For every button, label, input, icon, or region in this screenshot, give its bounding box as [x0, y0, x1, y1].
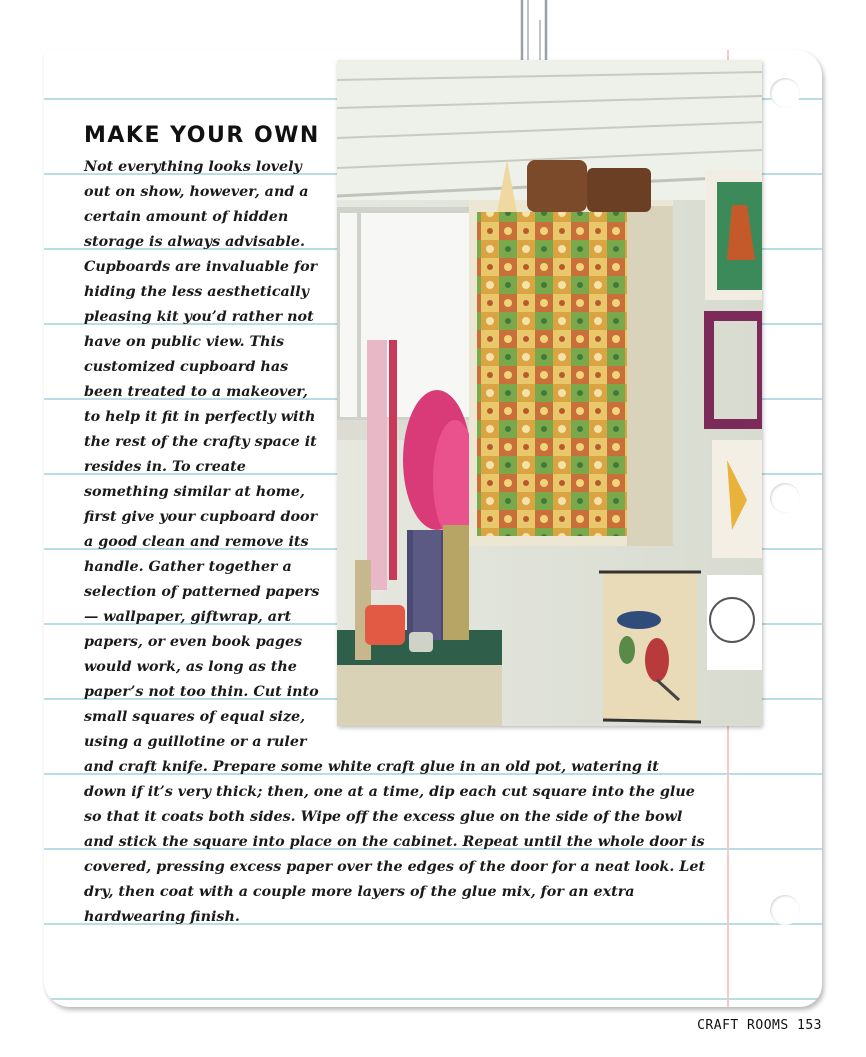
binder-hole-top	[770, 78, 800, 108]
text-line: Cupboards are invaluable for	[84, 259, 318, 275]
footer-page-number: 153	[797, 1018, 822, 1033]
text-line: paper’s not too thin. Cut into	[84, 684, 319, 700]
text-line: so that it coats both sides. Wipe off the excess glue on the side of the bowl	[84, 809, 683, 825]
text-line: have on public view. This	[84, 334, 285, 350]
text-line: using a guillotine or a ruler	[84, 734, 307, 750]
text-line: and craft knife. Prepare some white craft glue in an old pot, watering it	[84, 759, 659, 775]
text-line: the rest of the crafty space it	[84, 434, 317, 450]
page-footer	[697, 1018, 822, 1033]
text-line: storage is always advisable.	[84, 234, 305, 250]
text-line: small squares of equal size,	[84, 709, 306, 725]
text-line: resides in. To create	[84, 459, 246, 475]
text-line: certain amount of hidden	[84, 209, 289, 225]
text-line: covered, pressing excess paper over the edges of the door for a neat look. Let	[84, 859, 706, 875]
text-line: pleasing kit you’d rather not	[84, 309, 314, 325]
text-line: selection of patterned papers	[84, 584, 320, 600]
text-line: customized cupboard has	[84, 359, 289, 375]
text-line: been treated to a makeover,	[84, 384, 308, 400]
footer-section: CRAFT ROOMS	[697, 1018, 789, 1033]
text-line: out on show, however, and a	[84, 184, 309, 200]
text-line: Not everything looks lovely	[84, 159, 302, 175]
text-line: handle. Gather together a	[84, 559, 292, 575]
text-line: hardwearing finish.	[84, 909, 240, 925]
text-line: to help it fit in perfectly with	[84, 409, 316, 425]
body-text	[84, 155, 784, 930]
text-line: a good clean and remove its	[84, 534, 309, 550]
section-heading: MAKE YOUR OWN	[84, 123, 320, 148]
text-line: something similar at home,	[84, 484, 305, 500]
text-line: hiding the less aesthetically	[84, 284, 309, 300]
text-line: dry, then coat with a couple more layers of the glue mix, for an extra	[84, 884, 635, 900]
text-line: first give your cupboard door	[84, 509, 318, 525]
text-line: — wallpaper, giftwrap, art	[84, 609, 292, 625]
text-line: and stick the square into place on the cabinet. Repeat until the whole door is	[84, 834, 705, 850]
text-line: would work, as long as the	[84, 659, 297, 675]
text-line: down if it’s very thick; then, one at a time, dip each cut square into the glue	[84, 784, 695, 800]
text-line: papers, or even book pages	[84, 634, 303, 650]
